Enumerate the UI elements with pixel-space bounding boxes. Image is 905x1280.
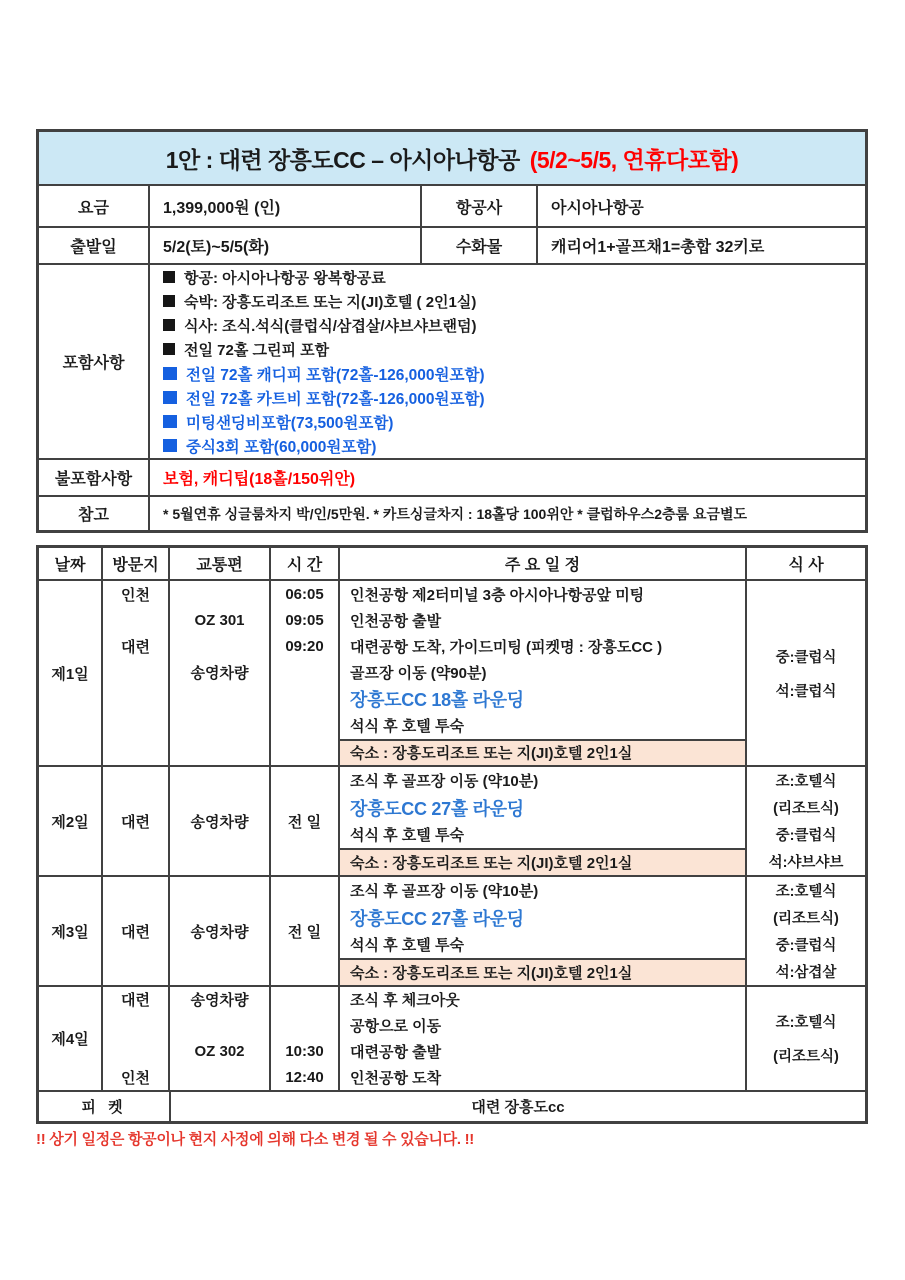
picket-value: 대련 장흥도cc: [471, 1099, 565, 1116]
place-line: [103, 607, 168, 633]
day4-meal-cell: [747, 987, 865, 1090]
square-bullet-icon: [163, 415, 177, 428]
meal-line: (리조트식): [773, 1049, 839, 1065]
meal-line: 석:삼겹살: [775, 965, 837, 981]
day2-meal-cell: [747, 767, 865, 875]
place-line: [103, 739, 168, 765]
square-bullet-icon: [163, 343, 175, 355]
place-line: [103, 1013, 168, 1039]
inclusion-item-text: 항공: 아시아나항공 왕복항공료: [184, 269, 386, 287]
schedule-line: 인천공항 도착: [350, 1069, 442, 1087]
schedule-line: 조식 후 골프장 이동 (약10분): [350, 883, 539, 900]
airline-value: 아시아나항공: [551, 199, 644, 217]
inclusion-item: [163, 434, 865, 458]
departure-value: 5/2(토)~5/5(화): [150, 228, 422, 263]
inclusion-item: [163, 313, 865, 337]
day4-transport-cell: [170, 987, 271, 1090]
place-line: [103, 712, 168, 738]
place-line: 인천: [121, 1069, 150, 1087]
day1-schedule-cell: [340, 581, 747, 765]
inclusion-item-text: 전일 72홀 카트비 포함(72홀-126,000원포함): [186, 390, 485, 408]
schedule-line: 인천공항 출발: [350, 612, 442, 630]
schedule-line: 대련공항 출발: [350, 1043, 442, 1061]
day1-place-cell: [103, 581, 170, 765]
meal-line: 중:클럽식: [775, 649, 837, 666]
schedule-line: 석식 후 호텔 투숙: [350, 937, 464, 954]
time-line: 12:40: [285, 1068, 324, 1086]
exclusions-value: 보험, 캐디팁(18홀/150위안): [163, 471, 356, 488]
day2-time-cell: 전 일: [271, 767, 340, 875]
col-header-place: 방문지: [103, 548, 170, 579]
place-line: 대련: [121, 639, 150, 657]
inclusion-item: [163, 265, 865, 289]
day3-meal-cell: [747, 877, 865, 985]
note-row: [39, 497, 865, 530]
transport-line: [170, 634, 269, 660]
picket-label: 피 켓: [39, 1092, 171, 1121]
baggage-label: 수화물: [422, 228, 538, 263]
inclusion-item: [163, 337, 865, 361]
transport-line: 송영차량: [190, 992, 249, 1010]
inclusion-item-text: 전일 72홀 캐디피 포함(72홀-126,000원포함): [186, 366, 485, 384]
inclusion-item-text: 전일 72홀 그린피 포함: [184, 341, 330, 359]
time-line: 09:05: [285, 611, 324, 629]
itinerary-row-day4: [39, 987, 865, 1092]
change-notice: !! 상기 일정은 항공이나 현지 사정에 의해 다소 변경 될 수 있습니다. !!: [36, 1131, 475, 1148]
schedule-line: 골프장 이동 (약90분): [350, 665, 487, 683]
meal-line: 석:샤브샤브: [768, 855, 844, 871]
time-line: 10:30: [285, 1042, 324, 1060]
inclusion-item: [163, 386, 865, 410]
place-line: [103, 686, 168, 712]
time-line: 09:20: [285, 638, 324, 656]
day3-schedule-cell: [340, 877, 747, 985]
inclusions-label: 포함사항: [39, 265, 150, 458]
package-title-banner: [39, 132, 865, 186]
lodging-line: 숙소 : 장흥도리조트 또는 지(JI)호텔 2인1실: [340, 848, 745, 875]
transport-line: 송영차량: [190, 665, 249, 683]
square-bullet-icon: [163, 367, 177, 380]
inclusions-row: [39, 265, 865, 460]
fare-label: 요금: [39, 186, 150, 226]
day4-schedule-cell: [340, 987, 747, 1090]
round-highlight-line: 장흥도CC 27홀 라운딩: [350, 798, 524, 819]
inclusion-item-text: 숙박: 장흥도리조트 또는 지(JI)호텔 ( 2인1실): [184, 293, 477, 311]
inclusion-item: [163, 362, 865, 386]
day3-label: 제3일: [39, 877, 103, 985]
day4-time-cell: [271, 987, 340, 1090]
exclusions-label: 불포함사항: [39, 460, 150, 495]
itinerary-row-day3: [39, 877, 865, 987]
time-line: [271, 1013, 338, 1039]
day2-schedule-cell: [340, 767, 747, 875]
round-highlight-line: 장흥도CC 18홀 라운딩: [350, 690, 524, 711]
meal-line: (리조트식): [773, 801, 839, 817]
departure-baggage-row: [39, 228, 865, 265]
schedule-line: 대련공항 도착, 가이드미팅 (피켓명 : 장흥도CC ): [350, 639, 663, 657]
transport-line: [170, 739, 269, 765]
note-value: * 5월연휴 싱글룸차지 박/인/5만원. * 카트싱글차지 : 18홀당 100위안 * 클럽하우스2층룸 요금별도: [163, 505, 748, 522]
day1-transport-cell: [170, 581, 271, 765]
time-line: [271, 739, 338, 765]
fare-value: 1,399,000원 (인): [150, 186, 422, 226]
meal-line: 중:클럽식: [775, 828, 837, 844]
day1-time-cell: [271, 581, 340, 765]
day3-transport-cell: 송영차량: [170, 877, 271, 985]
note-label: 참고: [39, 497, 150, 530]
schedule-line: 석식 후 호텔 투숙: [350, 717, 464, 735]
schedule-line: 인천공항 제2터미널 3층 아시아나항공앞 미팅: [350, 586, 645, 604]
place-line: 대련: [121, 992, 150, 1010]
day2-place-cell: 대련: [103, 767, 170, 875]
time-line: [271, 686, 338, 712]
place-line: [103, 660, 168, 686]
square-bullet-icon: [163, 391, 177, 404]
square-bullet-icon: [163, 271, 175, 283]
fare-airline-row: [39, 186, 865, 228]
time-line: [271, 712, 338, 738]
time-line: [271, 987, 338, 1013]
inclusion-item-text: 식사: 조식.석식(클럽식/삼겹살/샤브샤브랜덤): [184, 317, 477, 335]
day3-time-cell: 전 일: [271, 877, 340, 985]
transport-line: [170, 1064, 269, 1090]
square-bullet-icon: [163, 319, 175, 331]
meal-line: 석:클럽식: [775, 683, 837, 700]
day2-transport-cell: 송영차량: [170, 767, 271, 875]
day3-place-cell: 대련: [103, 877, 170, 985]
transport-line: [170, 1013, 269, 1039]
package-title: 1안 : 대련 장흥도CC – 아시아나항공: [165, 146, 520, 173]
package-info-table: [36, 129, 868, 533]
schedule-line: 석식 후 호텔 투숙: [350, 827, 464, 844]
meal-line: 조:호텔식: [775, 884, 837, 900]
itinerary-row-day2: [39, 767, 865, 877]
baggage-value: 캐리어1+골프채1=총합 32키로: [551, 239, 765, 256]
exclusions-row: [39, 460, 865, 497]
time-line: [271, 660, 338, 686]
inclusion-item-text: 중식3회 포함(60,000원포함): [186, 438, 377, 456]
day1-label: 제1일: [39, 581, 103, 765]
col-header-schedule: 주 요 일 정: [340, 548, 747, 579]
col-header-transport: 교통편: [170, 548, 271, 579]
day1-meal-cell: [747, 581, 865, 765]
day4-place-cell: [103, 987, 170, 1090]
package-period: (5/2~5/5, 연휴다포함): [529, 146, 739, 173]
lodging-line: 숙소 : 장흥도리조트 또는 지(JI)호텔 2인1실: [340, 958, 745, 985]
place-line: [103, 1039, 168, 1065]
meal-line: (리조트식): [773, 911, 839, 927]
itinerary-header-row: [39, 548, 865, 581]
transport-line: [170, 712, 269, 738]
lodging-line: 숙소 : 장흥도리조트 또는 지(JI)호텔 2인1실: [340, 739, 745, 765]
departure-label: 출발일: [39, 228, 150, 263]
airline-label: 항공사: [422, 186, 538, 226]
itinerary-row-day1: [39, 581, 865, 767]
meal-line: 중:클럽식: [775, 938, 837, 954]
schedule-line: 조식 후 골프장 이동 (약10분): [350, 773, 539, 790]
col-header-date: 날짜: [39, 548, 103, 579]
inclusion-item: [163, 410, 865, 434]
day4-label: 제4일: [39, 987, 103, 1090]
transport-line: OZ 301: [194, 611, 245, 629]
schedule-line: 공항으로 이동: [350, 1018, 442, 1036]
picket-row: [39, 1092, 865, 1121]
place-line: 인천: [121, 586, 150, 604]
meal-line: 조:호텔식: [775, 1015, 837, 1031]
square-bullet-icon: [163, 439, 177, 452]
inclusion-item-text: 미팅샌딩비포함(73,500원포함): [186, 414, 394, 432]
day2-label: 제2일: [39, 767, 103, 875]
transport-line: [170, 686, 269, 712]
itinerary-table: [36, 545, 868, 1124]
round-highlight-line: 장흥도CC 27홀 라운딩: [350, 908, 524, 929]
col-header-time: 시 간: [271, 548, 340, 579]
transport-line: OZ 302: [194, 1042, 245, 1060]
time-line: 06:05: [285, 585, 324, 603]
transport-line: [170, 581, 269, 607]
meal-line: 조:호텔식: [775, 774, 837, 790]
schedule-line: 조식 후 체크아웃: [350, 992, 460, 1010]
inclusions-list: [150, 265, 865, 458]
inclusion-item: [163, 289, 865, 313]
col-header-meal: 식 사: [788, 557, 824, 574]
square-bullet-icon: [163, 295, 175, 307]
